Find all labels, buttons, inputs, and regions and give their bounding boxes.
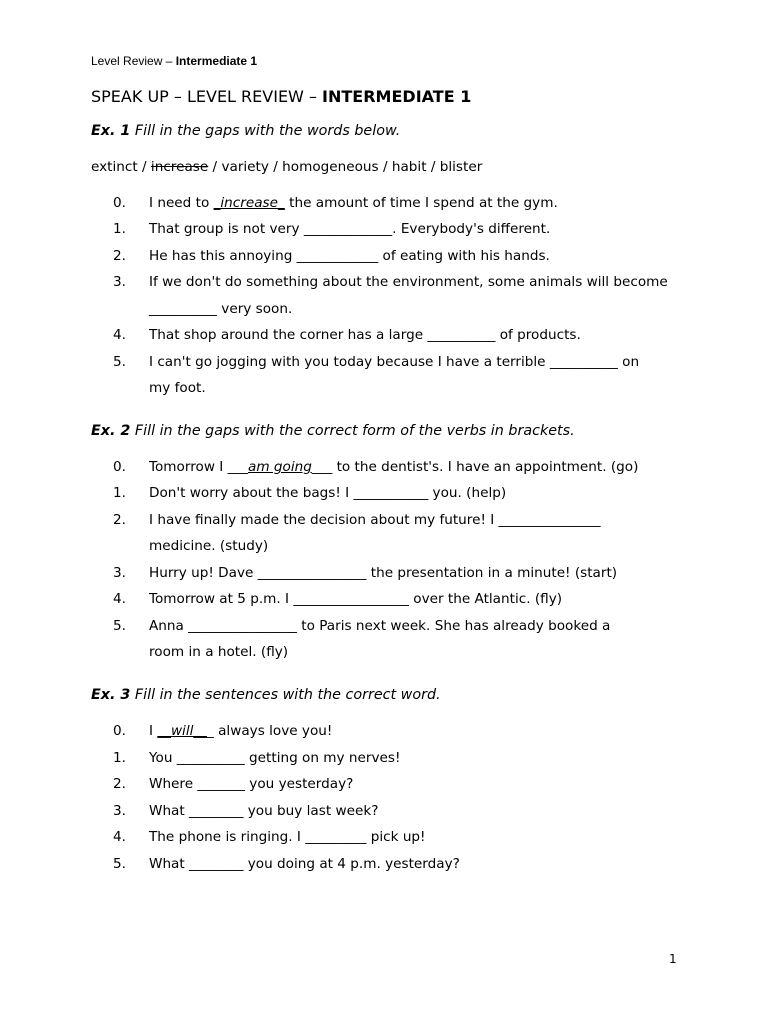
page-title: SPEAK UP – LEVEL REVIEW – INTERMEDIATE 1 xyxy=(91,87,472,106)
example-answer: __will__ xyxy=(157,723,207,739)
running-head: Level Review – Intermediate 1 xyxy=(91,54,258,68)
example-answer: am going xyxy=(248,459,312,475)
page-number: 1 xyxy=(669,952,677,966)
worksheet-page: Level Review – Intermediate 1 SPEAK UP – LEVEL REVIEW – INTERMEDIATE 1 Ex. 1 Fill in the gaps with the words below. extinct / increase / variety / homogeneous / habit / blister 0. I need to _increase_ the amount of time I spend at the gym. 1. That group is not very _____________. Everybody's different. 2. He has this annoying ____________ of eating with his hands. 3. If we don't do something about the environment, some animals will become __________ very soon. 4. That shop around the corner has a large __________ of products. 5. I can't go jogging with you today because I have a terrible __________ on my foot. Ex. 2 Fill in the gaps with the correct form of the verbs in brackets. 0. Tomorrow I ___am going___ to the dentist's. I have an appointment. (go) 1. Don't worry about the bags! I ___________ you. (help) 2. I have finally made the decision about my future! I _______________ medicine. (study) 3. Hurry up! Dave ________________ the presentation in a minute! (start) 4. Tomorrow at 5 p.m. I _________________ over the Atlantic. (fly) 5. Anna ________________ to Paris next week. She has already booked a room in a hotel. (fly) Ex. 3 Fill in the sentences with the correct word. 0. I __will___ always love you! 1. You __________ getting on my nerves! 2. Where _______ you yesterday? 3. What ________ you buy last week? 4. The phone is ringing. I _________ pick up! 5. What ________ you doing at 4 p.m. yesterday? 1 xyxy=(91,54,677,966)
example-answer: _increase_ xyxy=(213,195,285,211)
ex1-heading: Ex. 1 Fill in the gaps with the words below. xyxy=(91,123,401,139)
ex2-heading: Ex. 2 Fill in the gaps with the correct form of the verbs in brackets. xyxy=(91,423,575,439)
ex3-heading: Ex. 3 Fill in the sentences with the correct word. xyxy=(91,687,441,703)
ex1-word-bank: extinct / increase / variety / homogeneous / habit / blister xyxy=(91,159,483,175)
struck-word: increase xyxy=(150,159,209,175)
